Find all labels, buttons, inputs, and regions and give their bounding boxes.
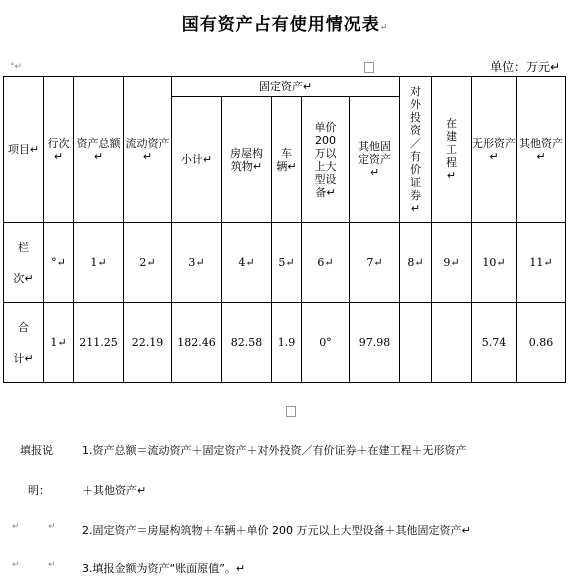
header-buildings: 房屋构筑物↵ <box>222 97 272 223</box>
index-cell: 3↵ <box>172 223 222 303</box>
note-item-1-cont: ＋其他资产↵ <box>82 484 147 497</box>
total-cell: 97.98 <box>350 303 400 383</box>
header-large-equipment: 单价200万以上大型设备↵ <box>302 97 350 223</box>
note-item-2: 2.固定资产＝房屋构筑物＋车辆＋单价 200 万元以上大型设备＋其他固定资产↵ <box>82 524 471 537</box>
index-row-label: 栏 次↵ <box>4 223 44 303</box>
top-left-mark: °↵ <box>10 62 23 72</box>
total-cell: 1.9 <box>272 303 302 383</box>
index-cell: 6↵ <box>302 223 350 303</box>
header-other-fixed: 其他固定资产↵ <box>350 97 400 223</box>
total-cell: 1↵ <box>44 303 74 383</box>
index-cell: 9↵ <box>432 223 472 303</box>
header-other-assets: 其他资产↵ <box>517 77 566 223</box>
header-construction: 在建工程↵ <box>432 77 472 223</box>
paragraph-mark-icon: ↵ <box>12 522 20 532</box>
index-cell: 2↵ <box>124 223 172 303</box>
notes-label-line1: 填报说 <box>20 444 53 457</box>
total-cell: 211.25 <box>74 303 124 383</box>
index-cell: 1↵ <box>74 223 124 303</box>
header-current-assets: 流动资产↵ <box>124 77 172 223</box>
index-cell: 8↵ <box>400 223 432 303</box>
notes-label-line2: 明： <box>28 484 50 497</box>
total-cell: 182.46 <box>172 303 222 383</box>
header-intangible: 无形资产↵ <box>472 77 517 223</box>
index-cell: 4↵ <box>222 223 272 303</box>
index-cell: 11↵ <box>517 223 566 303</box>
total-cell: 82.58 <box>222 303 272 383</box>
header-vehicles: 车辆↵ <box>272 97 302 223</box>
note-item-3: 3.填报金额为资产“账面原值”。↵ <box>82 562 246 575</box>
title-text: 国有资产占有使用情况表 <box>181 15 380 35</box>
page-title <box>0 10 570 35</box>
anchor-box-icon <box>363 60 374 73</box>
total-cell: 0.86 <box>517 303 566 383</box>
total-cell <box>432 303 472 383</box>
note-item-1: 1.资产总额＝流动资产＋固定资产＋对外投资／有价证券＋在建工程＋无形资产 <box>82 444 467 457</box>
total-cell <box>400 303 432 383</box>
total-cell: 5.74 <box>472 303 517 383</box>
header-item: 项目↵ <box>4 77 44 223</box>
header-investments: 对外投资／有价证券↵ <box>400 77 432 223</box>
paragraph-mark-icon: ↵ <box>48 560 56 570</box>
header-total-assets: 资产总额↵ <box>74 77 124 223</box>
paragraph-mark-icon: ↵ <box>379 23 389 33</box>
paragraph-mark-icon: ↵ <box>48 522 56 532</box>
total-row-label: 合 计↵ <box>4 303 44 383</box>
header-subtotal: 小计↵ <box>172 97 222 223</box>
header-row-no: 行次↵ <box>44 77 74 223</box>
index-cell: °↵ <box>44 223 74 303</box>
total-cell: 22.19 <box>124 303 172 383</box>
header-fixed-assets: 固定资产↵ <box>172 77 400 97</box>
index-cell: 7↵ <box>350 223 400 303</box>
paragraph-mark-icon: ↵ <box>12 560 20 570</box>
unit-label: 单位：万元↵ <box>490 60 561 74</box>
total-cell: 0° <box>302 303 350 383</box>
anchor-box-icon <box>285 404 296 417</box>
asset-table <box>3 76 566 383</box>
index-cell: 5↵ <box>272 223 302 303</box>
index-cell: 10↵ <box>472 223 517 303</box>
